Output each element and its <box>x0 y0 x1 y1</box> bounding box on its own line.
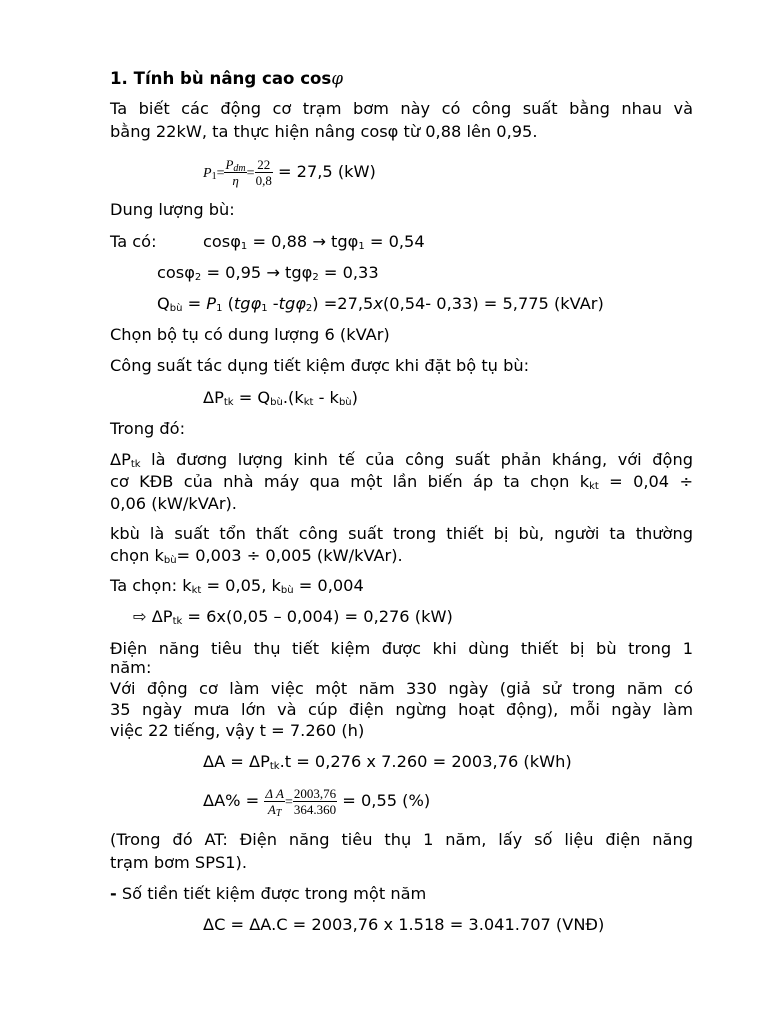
equation-cos2: cosφ$_2$ = 0,95 → tgφ$_2$ = 0,33 <box>157 263 379 283</box>
trong-do-label: Trong đó: <box>110 419 186 438</box>
equation-da: $\Delta A = \Delta P_{tk}.t = 0,276$ x 7.260 = 2003,76 (kWh) <box>203 752 572 772</box>
dptk-definition-line-1: $\Delta P_{tk}$ là đương lượng kinh tế của công suất phản kháng, với động <box>110 450 693 470</box>
dong-co-line-1: Với động cơ làm việc một năm 330 ngày (giả sử trong năm có <box>110 679 693 698</box>
section-heading: 1. Tính bù nâng cao cosφ <box>110 69 343 88</box>
equation-dptk-value: ⇨ $\Delta P_{tk} = 6x(0,05 - 0,004) = 0,276$ (kW) <box>133 607 453 627</box>
equation-cos1: cosφ$_1$ = 0,88 → tgφ$_1$ = 0,54 <box>203 232 425 252</box>
dien-nang-line-2: năm: <box>110 658 152 677</box>
ta-chon-line: Ta chọn: $k_{kt} = 0,05$, $k_{bù} = 0,004$ <box>110 576 364 596</box>
cong-suat-tiet-kiem-line: Công suất tác dụng tiết kiệm được khi đặt bộ tụ bù: <box>110 356 530 375</box>
dong-co-line-2: 35 ngày mưa lớn và cúp điện ngừng hoạt động), mỗi ngày làm <box>110 700 693 719</box>
at-note-line-1: (Trong đó AT: Điện năng tiêu thụ 1 năm, lấy số liệu điện năng <box>110 830 693 849</box>
kbu-definition-line-1: kbù là suất tổn thất công suất trong thiết bị bù, người ta thường <box>110 524 693 543</box>
implies-arrow-icon: ⇨ <box>133 607 147 626</box>
dong-co-line-3: việc 22 tiếng, vậy t = 7.260 (h) <box>110 721 365 740</box>
equation-da-percent: ΔA% = $\frac{\text{Δ A}}{A_T}$ = $\frac{2003,76}{364.360}$ = 0,55 (%) <box>203 786 431 819</box>
dptk-definition-line-3: 0,06 (kW/kVAr). <box>110 494 237 513</box>
intro-line-1: Ta biết các động cơ trạm bơm này có công suất bằng nhau và <box>110 99 693 118</box>
dptk-definition-line-2: cơ KĐB của nhà máy qua một lần biến áp ta chọn $k_{kt} = 0,04$ ÷ <box>110 472 694 492</box>
ta-co-label: Ta có: <box>110 232 157 251</box>
chon-bo-tu-line: Chọn bộ tụ có dung lượng 6 (kVAr) <box>110 325 390 344</box>
at-note-line-2: trạm bơm SPS1). <box>110 853 248 872</box>
intro-line-2: bằng 22kW, ta thực hiện nâng cosφ từ 0,88 lên 0,95. <box>110 122 538 141</box>
kbu-definition-line-2: chọn $k_{bù}= 0,003 \div 0,005$ (kW/kVAr). <box>110 546 403 566</box>
equation-dptk: $\Delta P_{tk} = Q_{bù}.(k_{kt} - k_{bù})$ <box>203 388 358 408</box>
dung-luong-bu-label: Dung lượng bù: <box>110 200 235 219</box>
so-tien-line: - Số tiền tiết kiệm được trong một năm <box>110 884 427 903</box>
equation-p1: $P_1=$ $\frac{P_{dm}}{\eta}$ = $\frac{22}{0,8}$ = 27,5 (kW) <box>203 157 376 188</box>
equation-dc: ΔC = ΔA.C = 2003,76 x 1.518 = 3.041.707 (VNĐ) <box>203 915 605 934</box>
equation-qbu: $Q_{bù} = P_1$ (tgφ$_1$ -tgφ$_2$) =27,5x(0,54- 0,33) = 5,775 (kVAr) <box>157 294 604 314</box>
dien-nang-line-1: Điện năng tiêu thụ tiết kiệm được khi dùng thiết bị bù trong 1 <box>110 639 693 658</box>
